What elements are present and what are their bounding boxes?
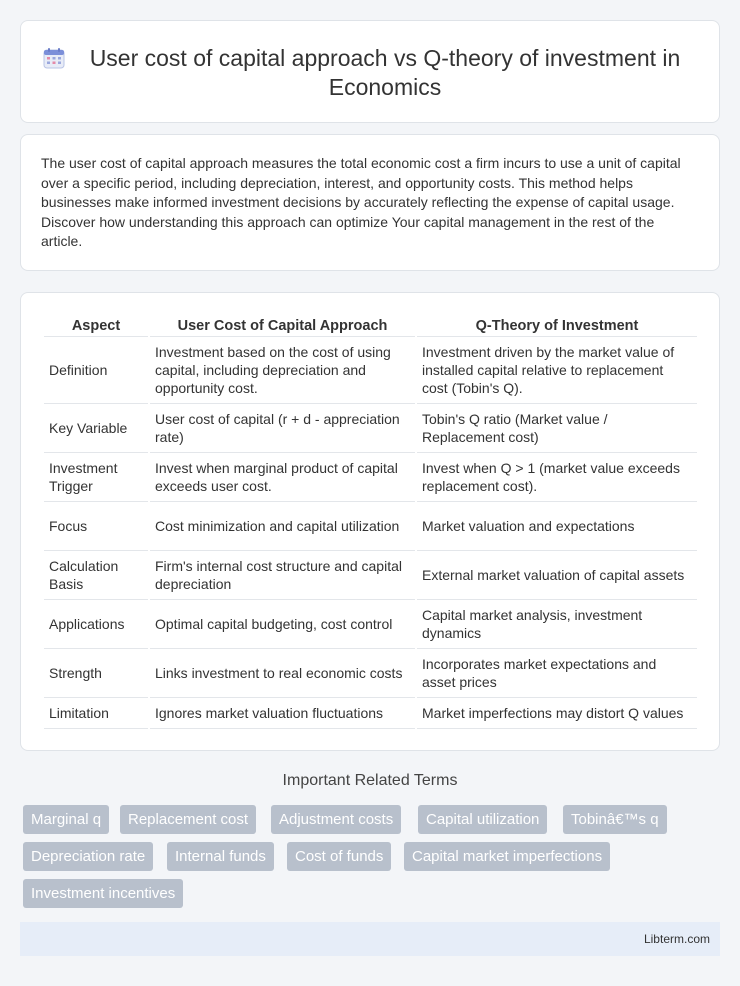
related-terms-title: Important Related Terms — [282, 772, 458, 789]
table-cell: Cost minimization and capital utilization — [150, 502, 415, 551]
table-cell: External market valuation of capital assets — [417, 551, 697, 600]
table-cell: Applications — [44, 600, 148, 649]
table-cell: Ignores market valuation fluctuations — [150, 698, 415, 729]
table-cell: Invest when Q > 1 (market value exceeds replacement cost). — [417, 453, 697, 502]
footer — [20, 922, 720, 956]
table-row — [44, 649, 697, 698]
intro-text: The user cost of capital approach measures the total economic cost a firm incurs to use a unit of capital over a specific period, including depreciation, interest, and opportunity costs. This method helps businesses make informed investment decisions by accurately reflecting the expense of capital usage. Discover how understanding this approach can optimize Your capital management in the rest of the article. — [41, 155, 681, 250]
table-row — [44, 600, 697, 649]
table-cell: Incorporates market expectations and asset prices — [417, 649, 697, 698]
table-cell: Invest when marginal product of capital exceeds user cost. — [150, 453, 415, 502]
table-row — [44, 453, 697, 502]
term-tag[interactable]: Depreciation rate — [23, 842, 153, 871]
table-cell: Capital market analysis, investment dynamics — [417, 600, 697, 649]
term-tag[interactable]: Tobinâ€™s q — [563, 805, 667, 834]
table-cell: Investment based on the cost of using capital, including depreciation and opportunity cost. — [150, 337, 415, 404]
table-header-row — [44, 313, 697, 337]
footer-site-link[interactable]: Libterm.com — [643, 932, 710, 946]
term-tag[interactable]: Capital utilization — [418, 805, 547, 834]
term-tag[interactable]: Investment incentives — [23, 879, 183, 908]
table-row — [44, 337, 697, 404]
page-title: User cost of capital approach vs Q-theory of investment in Economics — [89, 45, 681, 100]
table-cell: Limitation — [44, 698, 148, 729]
header-q-theory: Q-Theory of Investment — [417, 313, 697, 337]
table-cell: Key Variable — [44, 404, 148, 453]
term-tag[interactable]: Cost of funds — [287, 842, 391, 871]
table-cell: Strength — [44, 649, 148, 698]
table-cell: Market valuation and expectations — [417, 502, 697, 551]
term-tag[interactable]: Internal funds — [167, 842, 274, 871]
table-row — [44, 502, 697, 551]
header-aspect: Aspect — [44, 313, 148, 337]
term-tag[interactable]: Replacement cost — [120, 805, 256, 834]
table-row — [44, 404, 697, 453]
comparison-table-card — [20, 292, 720, 751]
term-tag[interactable]: Marginal q — [23, 805, 109, 834]
table-cell: Firm's internal cost structure and capital depreciation — [150, 551, 415, 600]
comparison-table — [42, 313, 699, 729]
term-tag[interactable]: Adjustment costs — [271, 805, 401, 834]
intro-card — [20, 134, 720, 271]
header-user-cost: User Cost of Capital Approach — [150, 313, 415, 337]
header-card — [20, 20, 720, 123]
table-row — [44, 551, 697, 600]
table-cell: Market imperfections may distort Q values — [417, 698, 697, 729]
table-cell: Tobin's Q ratio (Market value / Replacement cost) — [417, 404, 697, 453]
table-cell: Focus — [44, 502, 148, 551]
table-cell: Optimal capital budgeting, cost control — [150, 600, 415, 649]
table-cell: User cost of capital (r + d - appreciation rate) — [150, 404, 415, 453]
table-cell: Links investment to real economic costs — [150, 649, 415, 698]
table-row — [44, 698, 697, 729]
table-cell: Investment Trigger — [44, 453, 148, 502]
term-tag[interactable]: Capital market imperfections — [404, 842, 610, 871]
table-cell: Calculation Basis — [44, 551, 148, 600]
table-cell: Investment driven by the market value of installed capital relative to replacement cost (Tobin's Q). — [417, 337, 697, 404]
table-cell: Definition — [44, 337, 148, 404]
